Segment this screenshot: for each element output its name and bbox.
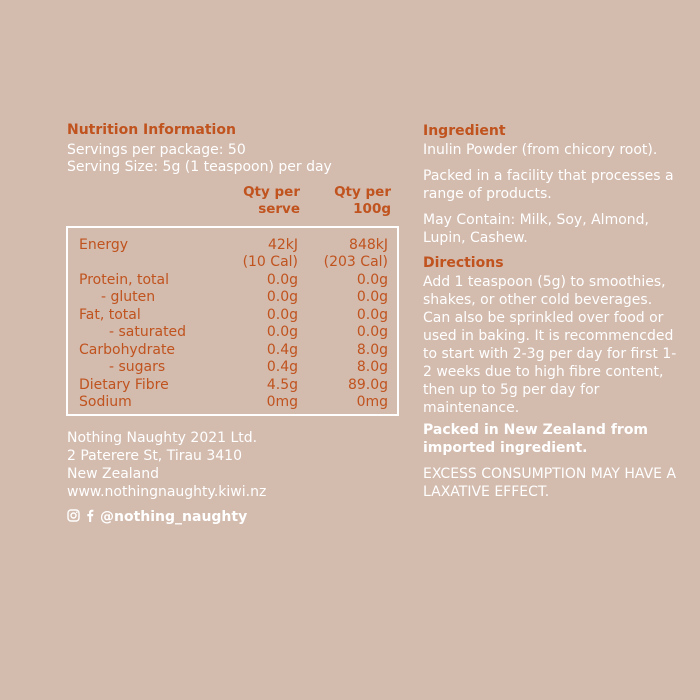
column-header-serve	[230, 184, 300, 218]
row-label: - saturated	[109, 324, 187, 340]
row-value-serve: 0.0g	[266, 307, 298, 323]
row-label: Protein, total	[79, 272, 169, 288]
excess-warning: EXCESS CONSUMPTION MAY HAVE A LAXATIVE EFFECT.	[423, 466, 677, 500]
row-label: - sugars	[109, 359, 166, 375]
row-label: Fat, total	[79, 307, 141, 323]
row-value-serve: 42kJ	[267, 237, 298, 253]
row-value-100g: 848kJ	[349, 237, 388, 253]
row-value-serve: 0.4g	[266, 359, 298, 375]
nutrition-title: Nutrition Information	[67, 122, 236, 138]
row-value-serve: 0.4g	[266, 342, 298, 358]
column-header-100g-line2: 100g	[353, 201, 391, 217]
row-value-100g: 0.0g	[356, 272, 388, 288]
row-label: - gluten	[101, 289, 156, 305]
company-name: Nothing Naughty 2021 Ltd.	[67, 430, 258, 446]
row-value-100g: 89.0g	[347, 377, 388, 393]
row-value-100g: 0.0g	[356, 307, 388, 323]
company-country: New Zealand	[67, 466, 159, 482]
ingredient-title: Ingredient	[423, 123, 506, 139]
allergen-text: May Contain: Milk, Soy, Almond, Lupin, Cashew.	[423, 212, 649, 246]
row-label: Energy	[79, 237, 129, 253]
directions-title: Directions	[423, 255, 504, 271]
packed-in-nz-text: Packed in New Zealand from imported ingredient.	[423, 422, 649, 456]
instagram-icon	[67, 507, 80, 526]
row-value-100g: 8.0g	[356, 359, 388, 375]
row-value-100g: 0.0g	[356, 289, 388, 305]
row-label: Dietary Fibre	[79, 377, 169, 393]
row-value-serve: 0mg	[266, 394, 298, 410]
nutrition-table	[66, 226, 399, 416]
facility-text: Packed in a facility that processes a range of products.	[423, 168, 674, 202]
column-header-serve-line2: serve	[258, 201, 300, 217]
servings-per-package: Servings per package: 50	[67, 142, 246, 158]
row-value-serve: (10 Cal)	[242, 254, 298, 270]
column-header-100g-line1: Qty per	[334, 184, 391, 200]
serving-size: Serving Size: 5g (1 teaspoon) per day	[67, 159, 332, 175]
row-value-serve: 0.0g	[266, 324, 298, 340]
row-label: Carbohydrate	[79, 342, 176, 358]
company-street: 2 Paterere St, Tirau 3410	[67, 448, 242, 464]
company-website: www.nothingnaughty.kiwi.nz	[67, 484, 267, 500]
directions-text: Add 1 teaspoon (5g) to smoothies, shakes, or other cold beverages. Can also be sprinkled over food or used in baking. It is recommencded to start with 2-3g per day for first 1-2 weeks due to high fibre content, then up to 5g per day for maintenance.	[423, 274, 677, 416]
row-value-100g: 0mg	[356, 394, 388, 410]
company-address	[67, 429, 266, 501]
row-label: Sodium	[79, 394, 132, 410]
social-handle[interactable]: @nothing_naughty	[100, 508, 248, 525]
column-header-100g	[318, 184, 391, 218]
row-value-serve: 4.5g	[266, 377, 298, 393]
row-value-100g: 0.0g	[356, 324, 388, 340]
row-value-serve: 0.0g	[266, 289, 298, 305]
row-value-100g: 8.0g	[356, 342, 388, 358]
row-value-serve: 0.0g	[266, 272, 298, 288]
social-links	[67, 507, 247, 526]
row-value-100g: (203 Cal)	[323, 254, 388, 270]
ingredient-text: Inulin Powder (from chicory root).	[423, 142, 658, 158]
facebook-icon	[86, 507, 94, 526]
column-header-serve-line1: Qty per	[243, 184, 300, 200]
